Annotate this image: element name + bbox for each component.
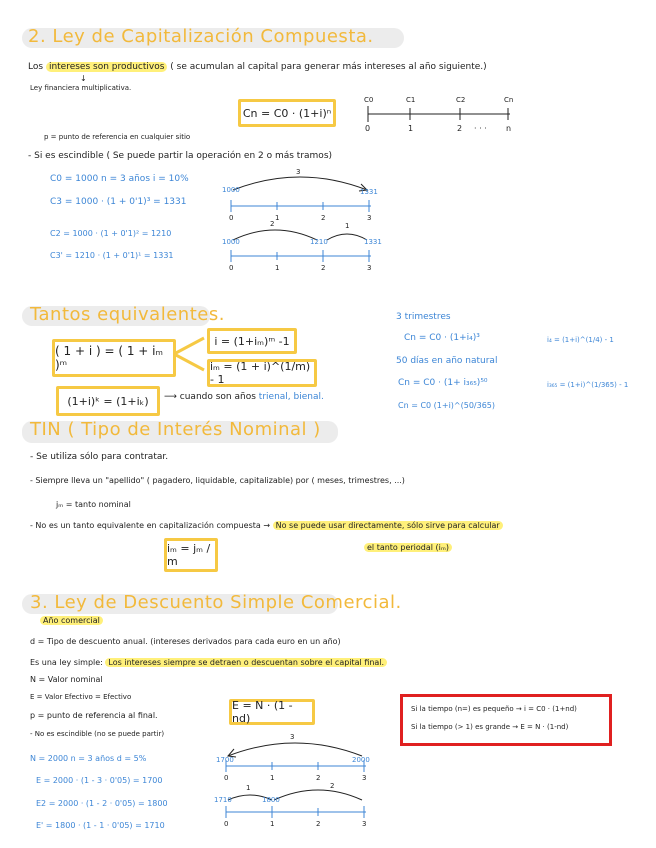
tantos-title: Tantos equivalentes. xyxy=(30,304,225,325)
tl1-tick-3: 3 xyxy=(367,214,372,222)
s3-tl1-arc xyxy=(228,743,362,756)
tantos-cuando-pre: cuando son años xyxy=(179,392,256,402)
s2-ex3: C2 = 1000 · (1 + 0'1)² = 1210 xyxy=(50,229,172,238)
tl2-arc2 xyxy=(327,234,367,240)
tl2-mid: 1210 xyxy=(310,238,328,246)
tl-bot-2: 2 xyxy=(457,124,463,133)
s3-tl1-tick-1: 1 xyxy=(270,774,275,782)
s2-line1 xyxy=(28,62,487,72)
s3-tl1-arc-label: 3 xyxy=(290,733,295,741)
tin-b3-pre: - No es un tanto equivalente en capitalización compuesta → xyxy=(30,521,271,530)
tl-top-1: C1 xyxy=(406,96,416,104)
tl1-arc xyxy=(233,177,367,190)
tantos-f1: Cn = C0 · (1+i₄)³ xyxy=(404,333,480,343)
tl-bot-4: n xyxy=(506,124,512,133)
tl2-tick-2: 2 xyxy=(321,264,326,272)
tl2-right: 1331 xyxy=(364,238,382,246)
s3-tl2-tick-2: 2 xyxy=(316,820,321,828)
tl2-arc1-label: 2 xyxy=(270,220,275,228)
s3-red-box xyxy=(400,694,612,746)
s2-timeline xyxy=(364,96,514,136)
s2-ex1: C0 = 1000 n = 3 años i = 10% xyxy=(50,174,189,184)
tl-bot-1: 1 xyxy=(408,124,414,133)
s2-line1-post: ( se acumulan al capital para generar más intereses al año siguiente.) xyxy=(170,62,487,72)
s3-tl1-tick-2: 2 xyxy=(316,774,321,782)
tantos-trim: 3 trimestres xyxy=(396,312,451,322)
tantos-i-formula: i = (1+iₘ)ᵐ -1 xyxy=(214,334,290,348)
s3-tl1-right: 2000 xyxy=(352,756,370,764)
tl1-tick-1: 1 xyxy=(275,214,280,222)
down-arrow-icon: ↓ xyxy=(80,74,87,83)
tantos-im-formula: iₘ = (1 + i)^(1/m) - 1 xyxy=(210,360,311,386)
s3-tl1-left: 1700 xyxy=(216,756,234,764)
s3-ex4: E' = 1800 · (1 - 1 · 0'05) = 1710 xyxy=(36,821,165,830)
s3-sub-highlight: Año comercial xyxy=(40,616,103,625)
s3-tl2-left: 1710 xyxy=(214,796,232,804)
tin-b1: - Se utiliza sólo para contratar. xyxy=(30,452,169,462)
s3-formula-box xyxy=(229,699,315,725)
s3-es xyxy=(30,658,387,667)
tantos-f1b: i₄ = (1+i)^(1/4) - 1 xyxy=(547,336,614,344)
s3-red-line2: Si la tiempo (> 1) es grande → E = N · (1-nd) xyxy=(411,723,569,731)
s3-tl2-arc2 xyxy=(274,790,362,800)
s3-no-esc: - No es escindible (no se puede partir) xyxy=(30,730,165,738)
s2-ex2: C3 = 1000 · (1 + 0'1)³ = 1331 xyxy=(50,197,187,207)
tl-top-0: C0 xyxy=(364,96,374,104)
tl2-tick-1: 1 xyxy=(275,264,280,272)
tantos-cuando xyxy=(164,392,324,402)
s3-p-def: p = punto de referencia al final. xyxy=(30,711,158,720)
tl2-arc1 xyxy=(233,230,317,240)
tantos-main-box xyxy=(52,339,176,377)
tl2-tick-0: 0 xyxy=(229,264,234,272)
s3-tl1-tick-3: 3 xyxy=(362,774,367,782)
section2-title: 2. Ley de Capitalización Compuesta. xyxy=(28,26,374,47)
s2-tl2 xyxy=(225,222,385,272)
tin-b3-line2 xyxy=(364,543,452,552)
tl1-tick-2: 2 xyxy=(321,214,326,222)
tantos-dias: 50 días en año natural xyxy=(396,356,498,366)
s2-ley-label: Ley financiera multiplicativa. xyxy=(30,84,132,92)
s3-tl2-mid: 1800 xyxy=(262,796,280,804)
tl1-left: 1000 xyxy=(222,186,240,194)
tantos-k-formula: (1+i)ᵏ = (1+iₖ) xyxy=(67,394,149,408)
tantos-f2b: i₃₆₅ = (1+i)^(1/365) - 1 xyxy=(547,381,629,389)
tin-b3-highlight1: No se puede usar directamente, sólo sirve para calcular xyxy=(273,521,503,530)
tin-title: TIN ( Tipo de Interés Nominal ) xyxy=(30,419,321,440)
tantos-i-box xyxy=(207,328,297,354)
s3-ex1: N = 2000 n = 3 años d = 5% xyxy=(30,754,147,763)
s3-formula: E = N · (1 - nd) xyxy=(232,699,293,725)
section3-title: 3. Ley de Descuento Simple Comercial. xyxy=(30,592,402,613)
tantos-cuando-blue: trienal, bienal. xyxy=(258,392,324,402)
s3-e-def: E = Valor Efectivo = Efectivo xyxy=(30,693,132,701)
s2-line1-pre: Los xyxy=(28,62,44,72)
tl-bot-3: · · · xyxy=(474,124,487,133)
tin-im-box xyxy=(164,538,218,572)
s2-formula: Cn = C0 · (1+i)ⁿ xyxy=(242,106,332,120)
s3-tl2-tick-0: 0 xyxy=(224,820,229,828)
s3-n-def: N = Valor nominal xyxy=(30,675,103,684)
s3-es-pre: Es una ley simple: xyxy=(30,658,103,667)
s3-ex2: E = 2000 · (1 - 3 · 0'05) = 1700 xyxy=(36,776,163,785)
s3-tl2-tick-1: 1 xyxy=(270,820,275,828)
s3-d-def: d = Tipo de descuento anual. (intereses derivados para cada euro en un año) xyxy=(30,637,341,646)
tl1-arc-label: 3 xyxy=(296,168,301,176)
s3-sub xyxy=(40,616,103,625)
tin-jm: jₘ = tanto nominal xyxy=(56,500,131,509)
s2-escindible: - Si es escindible ( Se puede partir la operación en 2 o más tramos) xyxy=(28,151,333,161)
tin-b3 xyxy=(30,521,503,530)
tl-top-3: Cn xyxy=(504,96,514,104)
s2-formula-box xyxy=(238,99,336,127)
s3-tl2-tick-3: 3 xyxy=(362,820,367,828)
s2-line1-highlight: intereses son productivos xyxy=(46,62,167,72)
tl2-tick-3: 3 xyxy=(367,264,372,272)
tantos-f2: Cn = C0 · (1+ i₃₆₅)⁵⁰ xyxy=(398,378,488,388)
s3-tl2 xyxy=(220,784,380,830)
tin-im-formula: iₘ = jₘ / m xyxy=(167,542,211,568)
tantos-main-formula: ( 1 + i ) = ( 1 + iₘ )ᵐ xyxy=(55,344,163,372)
s2-tl1 xyxy=(225,172,385,222)
s2-ex4: C3' = 1210 · (1 + 0'1)¹ = 1331 xyxy=(50,251,174,260)
tantos-f3: Cn = C0 (1+i)^(50/365) xyxy=(398,401,496,410)
s3-es-highlight: Los intereses siempre se detraen o descuentan sobre el capital final. xyxy=(105,658,387,667)
s3-ex3: E2 = 2000 · (1 - 2 · 0'05) = 1800 xyxy=(36,799,168,808)
tantos-k-box xyxy=(56,386,160,416)
s2-p-note: p = punto de referencia en cualquier sitio xyxy=(44,133,191,141)
tl2-left: 1000 xyxy=(222,238,240,246)
tantos-arrow xyxy=(172,334,212,374)
tl2-arc2-label: 1 xyxy=(345,222,350,230)
tl1-tick-0: 0 xyxy=(229,214,234,222)
s3-tl2-arc1-label: 1 xyxy=(246,784,251,792)
tl-top-2: C2 xyxy=(456,96,466,104)
tin-b3-highlight2: el tanto periodal (iₘ) xyxy=(364,543,452,552)
s3-tl1-tick-0: 0 xyxy=(224,774,229,782)
tl-bot-0: 0 xyxy=(365,124,371,133)
tin-b2: - Siempre lleva un "apellido" ( pagadero, liquidable, capitalizable) por ( meses, trimestres, ...) xyxy=(30,476,405,485)
s3-red-line1: Si la tiempo (n=) es pequeño → i = C0 · (1+nd) xyxy=(411,705,577,713)
tl1-right: 1331 xyxy=(360,188,378,196)
tantos-im-box xyxy=(207,359,317,387)
right-arrow-icon: ⟶ xyxy=(164,392,177,402)
s3-tl2-arc2-label: 2 xyxy=(330,782,335,790)
